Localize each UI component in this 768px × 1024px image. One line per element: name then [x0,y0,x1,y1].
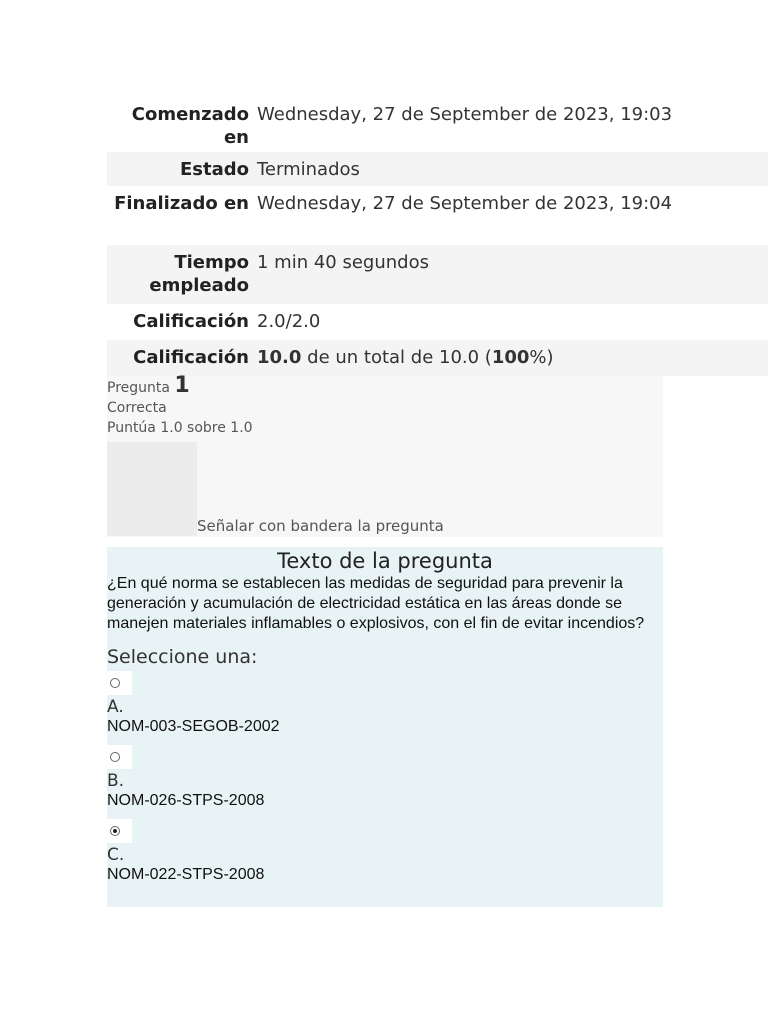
question-number [107,373,663,398]
question-state: Correcta [107,400,167,416]
flag-icon[interactable] [107,442,197,536]
radio-a[interactable] [110,678,120,688]
flag-question-link[interactable]: Señalar con bandera la pregunta [197,517,444,535]
radio-c[interactable] [110,826,120,836]
summary-value: Terminados [257,159,360,180]
summary-value [257,340,768,376]
summary-value: 1 min 40 segundos [257,252,429,273]
question-text-heading: Texto de la pregunta [277,549,493,573]
grade-value: 10.0 [257,347,302,368]
option-text[interactable]: NOM-026-STPS-2008 [107,792,265,809]
question-grade: Puntúa 1.0 sobre 1.0 [107,420,253,436]
radio-holder[interactable] [107,745,132,769]
option-letter: B. [107,771,125,791]
summary-label: Tiempo empleado [149,252,249,296]
grade-mid: de un total de 10.0 ( [301,347,492,368]
summary-label: Calificación [133,347,249,368]
summary-row-state [107,152,768,186]
option-text[interactable]: NOM-003-SEGOB-2002 [107,718,280,735]
answer-option-b[interactable] [107,745,663,811]
radio-b[interactable] [110,752,120,762]
summary-label: Calificación [133,311,249,332]
summary-row-finished [107,186,768,245]
quiz-summary-table [107,97,768,376]
summary-label: Finalizado en [114,193,249,214]
question-info [107,373,663,537]
radio-holder[interactable] [107,819,132,843]
answer-option-a[interactable] [107,671,663,737]
option-letter: A. [107,697,124,717]
summary-value: 2.0/2.0 [257,311,321,332]
summary-value: Wednesday, 27 de September de 2023, 19:04 [257,193,673,214]
summary-row-started [107,97,768,152]
summary-row-marks [107,304,768,340]
grade-percent: 100 [491,347,530,368]
summary-row-grade [107,340,768,376]
summary-label: Estado [179,159,249,180]
summary-label: Comenzado en [131,104,249,148]
radio-holder[interactable] [107,671,132,695]
summary-value: Wednesday, 27 de September de 2023, 19:03 [257,104,673,125]
question-label: Pregunta [107,380,175,396]
option-letter: C. [107,845,125,865]
question-text: ¿En qué norma se establecen las medidas de seguridad para prevenir la generación y acumulación de electricidad estática en las áreas donde se manejen materiales inflamables o explosivos, con el fin de evitar incendios? [107,575,645,632]
grade-end: %) [529,347,554,368]
question-content [107,547,663,907]
summary-row-time [107,245,768,304]
answer-option-c[interactable] [107,819,663,885]
question-number-value: 1 [174,373,190,398]
option-text[interactable]: NOM-022-STPS-2008 [107,866,265,883]
answer-prompt: Seleccione una: [107,646,258,668]
